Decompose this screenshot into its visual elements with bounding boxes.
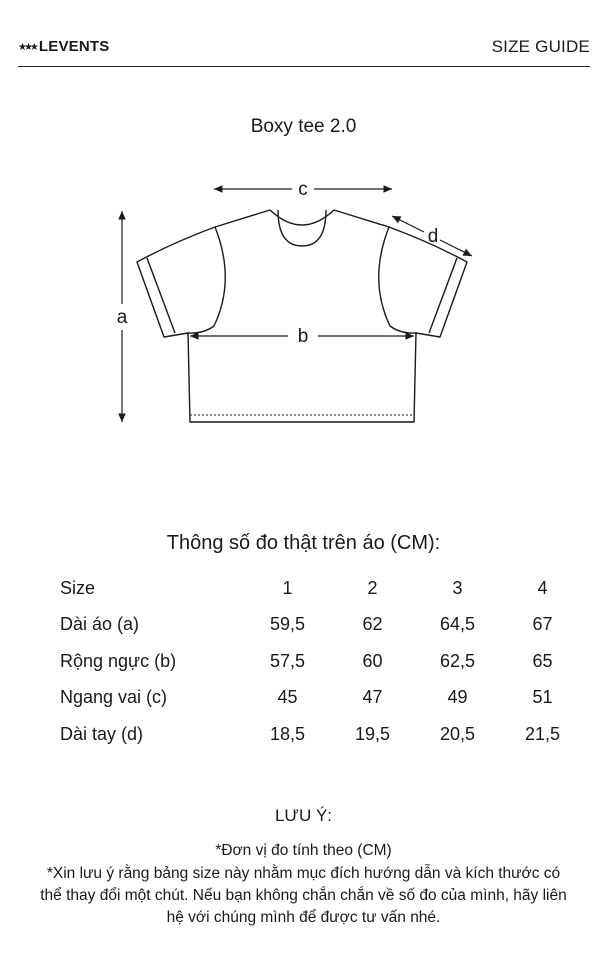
size-column-header: 2 xyxy=(367,577,378,598)
size-column-header: 1 xyxy=(282,577,293,598)
table-header-label: Size xyxy=(60,577,96,598)
table-row xyxy=(60,607,585,644)
size-table xyxy=(60,570,585,753)
table-cell: 45 xyxy=(277,687,298,708)
table-cell: 57,5 xyxy=(269,650,306,671)
unit-note: *Đơn vị đo tính theo (CM) xyxy=(215,842,392,859)
brand-stars-icon: ★★★ xyxy=(18,42,36,53)
product-title: Boxy tee 2.0 xyxy=(250,116,357,137)
table-row xyxy=(60,643,585,680)
size-guide-title: SIZE GUIDE xyxy=(491,37,590,56)
table-cell: 60 xyxy=(362,650,383,671)
table-row xyxy=(60,716,585,753)
dimension-a-label: a xyxy=(116,307,128,328)
dimension-b-label: b xyxy=(297,326,309,347)
size-column-header: 4 xyxy=(537,577,548,598)
table-cell: 19,5 xyxy=(354,723,391,744)
dimension-d-label: d xyxy=(427,226,439,247)
table-cell: 65 xyxy=(532,650,553,671)
table-cell: 62,5 xyxy=(439,650,476,671)
dimension-c-label: c xyxy=(298,179,308,200)
measurement-table-title: Thông số đo thật trên áo (CM): xyxy=(166,532,441,554)
table-cell: 21,5 xyxy=(524,723,561,744)
page-header xyxy=(18,30,590,67)
dimension-d-arrow-down xyxy=(440,240,472,256)
row-label: Dài tay (d) xyxy=(60,723,144,744)
disclaimer-note: *Xin lưu ý rằng bảng size này nhằm mục đích hướng dẫn và kích thước có thể thay đổi một chút. Nếu bạn không chắn chắn về số đo của mình, hãy liên hệ với chúng mình để được tư vấn nhé. xyxy=(40,865,567,926)
brand-logo[interactable] xyxy=(18,38,109,55)
table-cell: 49 xyxy=(447,687,468,708)
row-label: Dài áo (a) xyxy=(60,614,140,635)
table-cell: 67 xyxy=(532,614,553,635)
table-header-row xyxy=(60,570,585,607)
size-column-header: 3 xyxy=(452,577,463,598)
table-cell: 51 xyxy=(532,687,553,708)
table-cell: 59,5 xyxy=(269,614,306,635)
brand-name: LEVENTS xyxy=(38,38,110,55)
row-label: Rộng ngực (b) xyxy=(60,650,177,671)
table-cell: 47 xyxy=(362,687,383,708)
row-label: Ngang vai (c) xyxy=(60,687,168,708)
table-cell: 18,5 xyxy=(269,723,306,744)
table-cell: 64,5 xyxy=(439,614,476,635)
table-row xyxy=(60,680,585,717)
table-cell: 62 xyxy=(362,614,383,635)
t-shirt-diagram xyxy=(0,170,607,440)
table-cell: 20,5 xyxy=(439,723,476,744)
notes-heading: LƯU Ý: xyxy=(274,806,333,825)
t-shirt-outline-icon xyxy=(137,210,467,422)
